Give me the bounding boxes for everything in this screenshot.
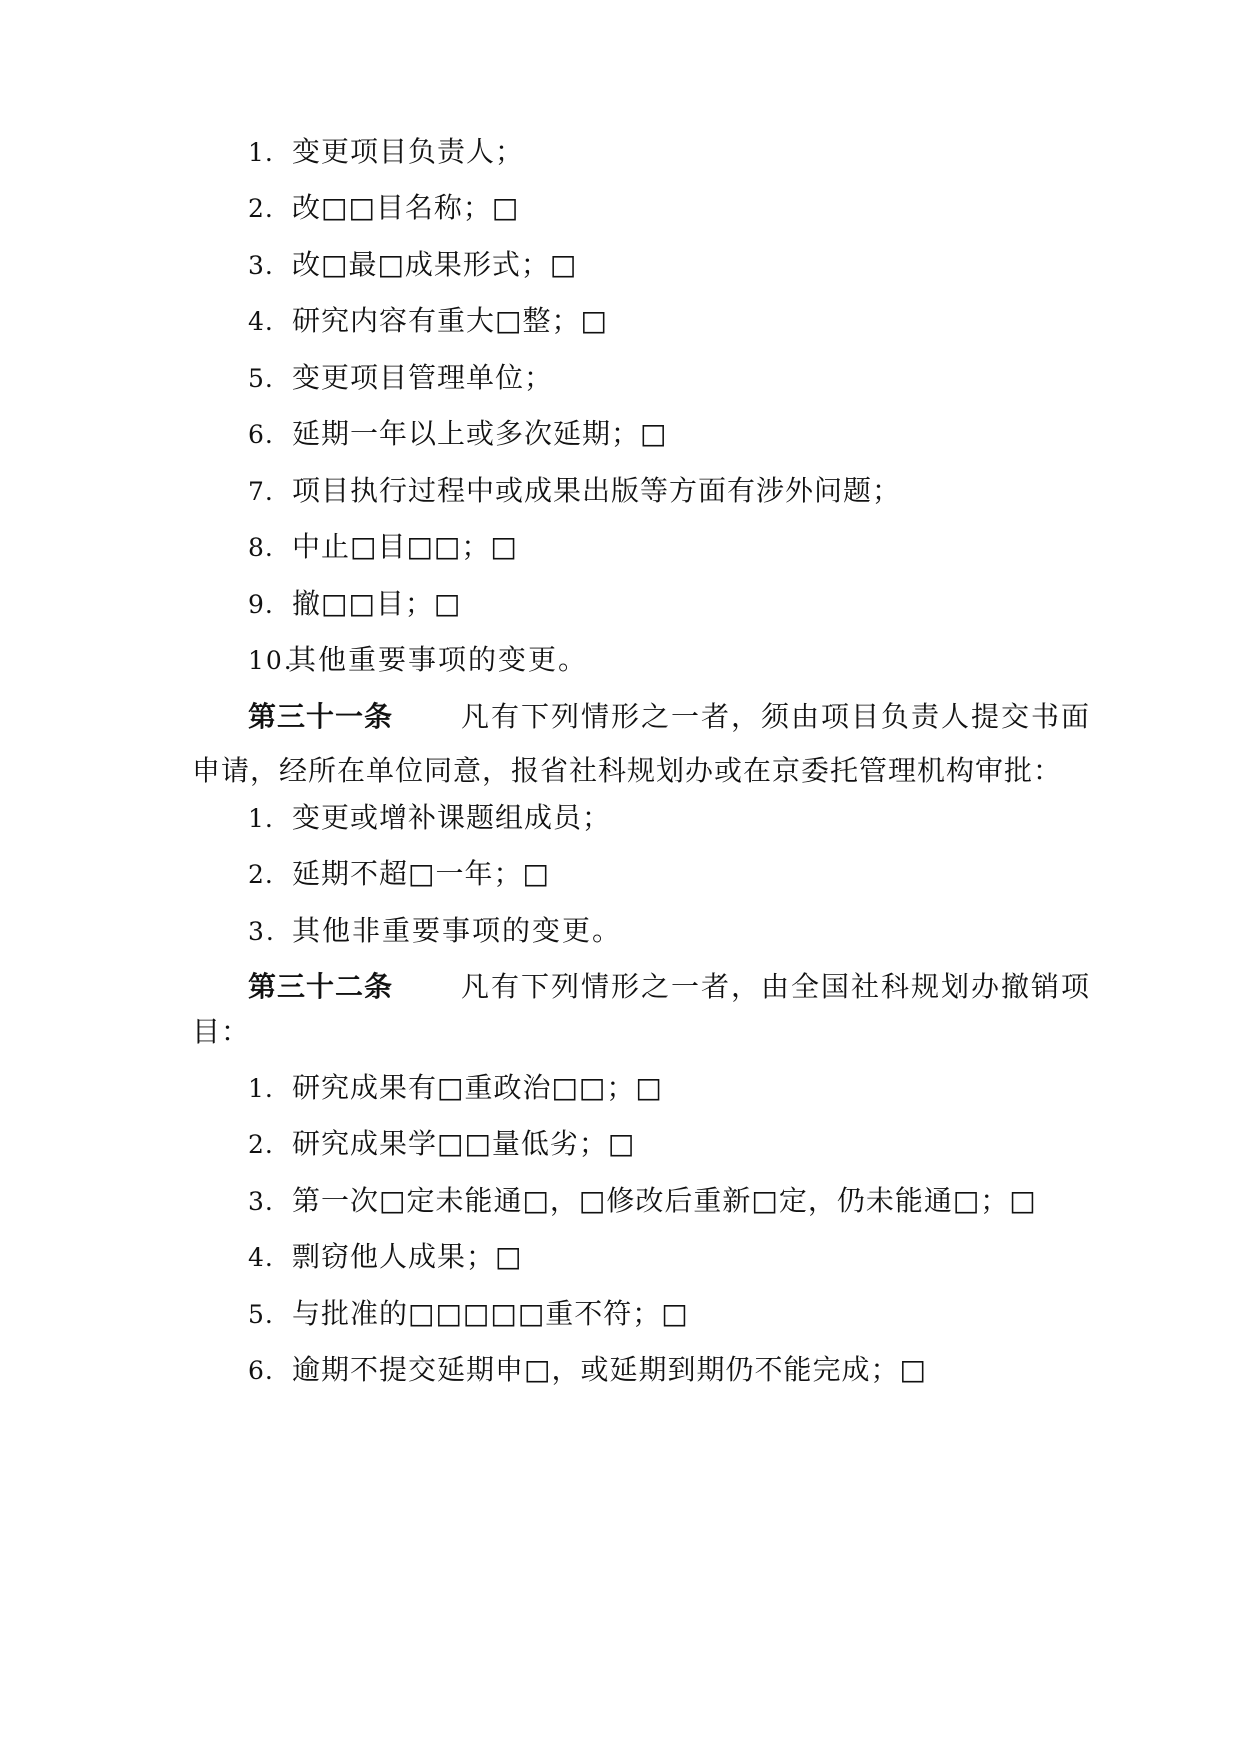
article-32-text: 凡有下列情形之一者，由全国社科规划办撤销项 (461, 970, 1092, 1003)
item-text: 与批准的□□□□□重不符；□ (292, 1297, 689, 1330)
article-32-heading (248, 970, 1091, 1004)
item-number: 2. (248, 860, 274, 889)
article-32-continuation: 目： (192, 1015, 251, 1048)
item-text: 第一次□定未能通□，□修改后重新□定，仍未能通□；□ (292, 1184, 1037, 1217)
list-item (248, 1184, 1037, 1219)
item-number: 3. (248, 1187, 274, 1216)
list-item (248, 417, 667, 452)
item-text: 改□□目名称；□ (292, 191, 520, 224)
list-item (248, 248, 577, 283)
item-text: 研究内容有重大□整；□ (292, 304, 608, 337)
list-item (248, 361, 553, 396)
article-32-title: 第三十二条 (248, 970, 394, 1003)
article-31-heading (248, 700, 1091, 734)
item-number: 7. (248, 477, 274, 506)
list-item (248, 857, 550, 892)
list-item (248, 191, 519, 226)
list-item (248, 1297, 689, 1332)
item-number: 8. (248, 533, 274, 562)
list-item (248, 914, 622, 949)
list-item (248, 801, 611, 836)
item-text: 研究成果有□重政治□□；□ (292, 1071, 663, 1104)
list-item (248, 530, 518, 565)
item-number: 4. (248, 307, 274, 336)
item-number: 6. (248, 1356, 274, 1385)
item-number: 2. (248, 194, 274, 223)
list-item (248, 587, 461, 622)
list-item (248, 1071, 663, 1106)
item-text: 剽窃他人成果；□ (292, 1240, 523, 1273)
article-31-text: 凡有下列情形之一者，须由项目负责人提交书面 (461, 700, 1092, 733)
item-number: 9. (248, 590, 274, 619)
item-text: 逾期不提交延期申□，或延期到期仍不能完成；□ (292, 1353, 927, 1386)
item-number: 4. (248, 1243, 274, 1272)
article-31-title: 第三十一条 (248, 700, 394, 733)
list-item (248, 135, 524, 170)
list-item (248, 1240, 522, 1275)
list-item (248, 1353, 927, 1388)
item-text: 改□最□成果形式；□ (292, 248, 578, 281)
item-number: 1. (248, 138, 274, 167)
item-text: 研究成果学□□量低劣；□ (292, 1127, 636, 1160)
item-text: 延期不超□一年；□ (292, 857, 550, 890)
list-item (248, 643, 588, 678)
item-text: 变更或增补课题组成员； (292, 801, 612, 834)
list-item (248, 304, 608, 339)
item-number: 10. (248, 646, 294, 675)
item-number: 3. (248, 917, 276, 946)
item-text: 撤□□目；□ (292, 587, 462, 620)
item-number: 5. (248, 1300, 274, 1329)
item-number: 6. (248, 420, 274, 449)
item-text: 延期一年以上或多次延期；□ (292, 417, 668, 450)
item-text: 中止□目□□；□ (292, 530, 518, 563)
item-text: 变更项目负责人； (292, 135, 525, 168)
list-item (248, 1127, 635, 1162)
item-text: 其他非重要事项的变更。 (292, 914, 623, 947)
item-number: 5. (248, 364, 274, 393)
item-number: 3. (248, 251, 274, 280)
item-text: 项目执行过程中或成果出版等方面有涉外问题； (292, 474, 902, 507)
list-item (248, 474, 901, 509)
item-text: 其他重要事项的变更。 (288, 643, 589, 676)
item-number: 1. (248, 804, 274, 833)
item-number: 1. (248, 1074, 274, 1103)
item-number: 2. (248, 1130, 274, 1159)
article-31-continuation: 申请，经所在单位同意，报省社科规划办或在京委托管理机构审批： (192, 754, 1063, 787)
item-text: 变更项目管理单位； (292, 361, 554, 394)
